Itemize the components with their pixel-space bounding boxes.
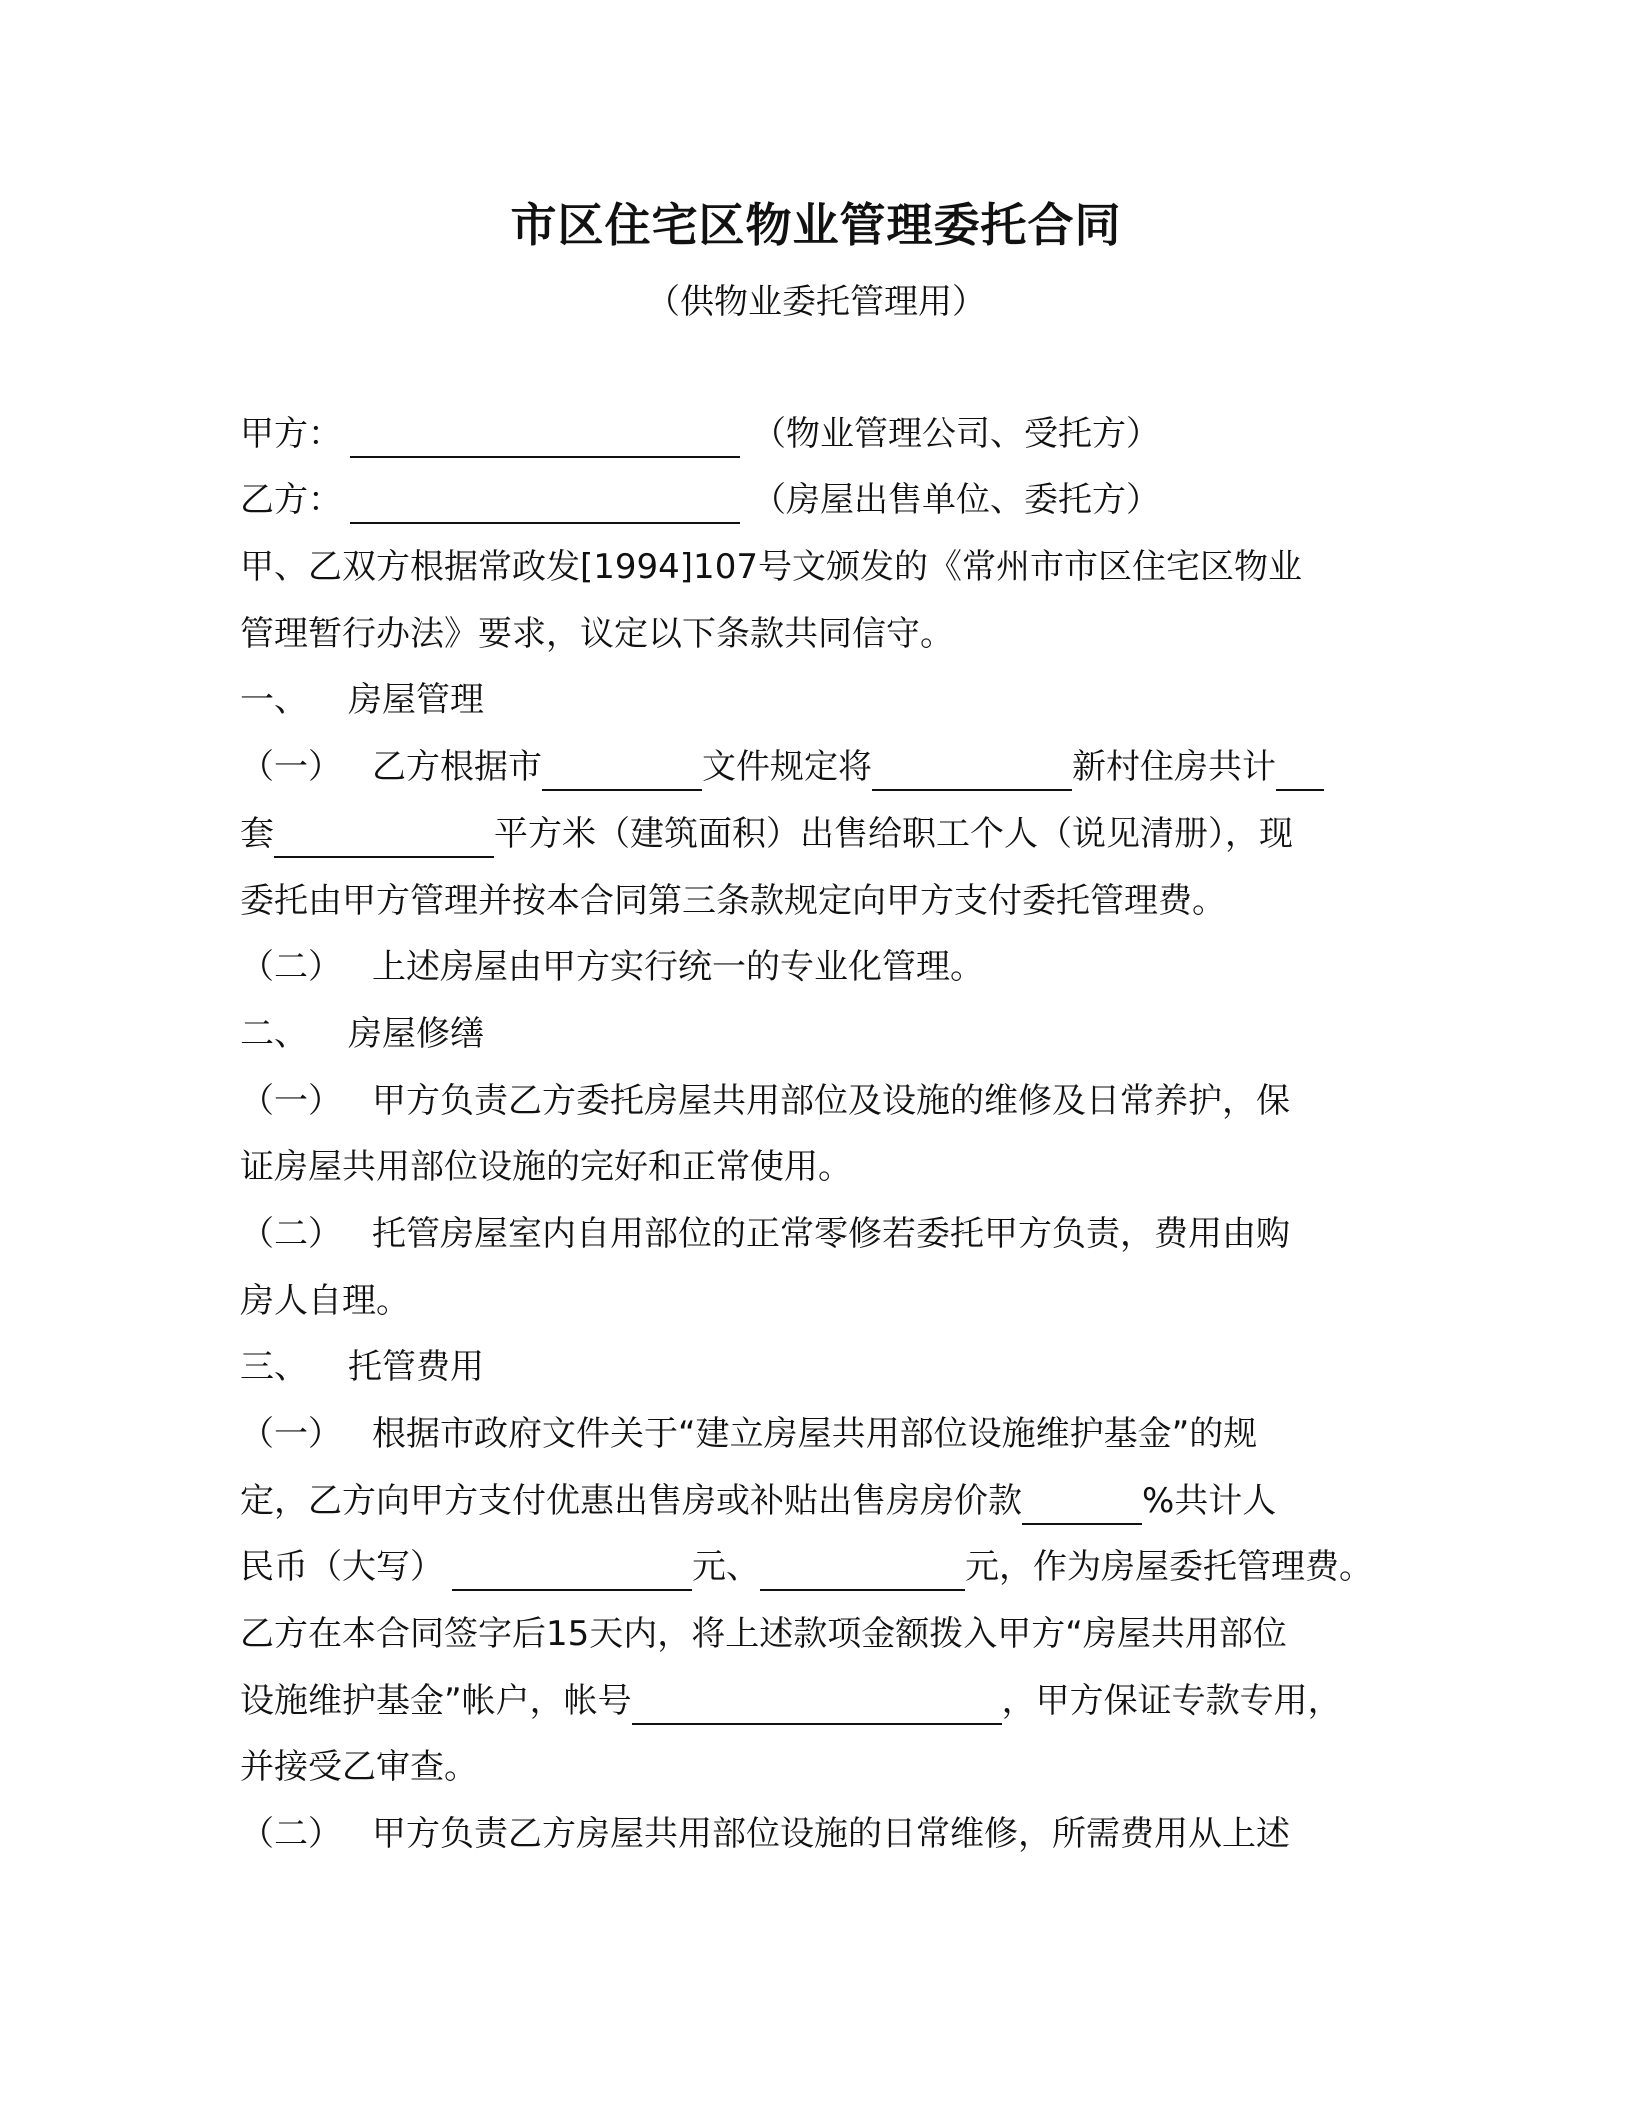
party-a-line	[240, 410, 1160, 458]
amount-in-figures-blank	[760, 1549, 965, 1591]
section-2-item-1-line-1	[240, 1077, 1290, 1125]
section-3-heading	[240, 1343, 484, 1391]
section-2-number: 二、	[240, 1014, 308, 1054]
section-3-item-1-line-4: 乙方在本合同签字后15天内，将上述款项金额拨入甲方“房屋共用部位	[240, 1614, 1287, 1654]
item-text: 元、	[692, 1547, 760, 1587]
item-text: ，甲方保证专款专用，	[1001, 1681, 1342, 1721]
item-text: 新村住房共计	[1072, 747, 1276, 787]
section-2-item-1-line-2: 证房屋共用部位设施的完好和正常使用。	[240, 1147, 852, 1187]
item-text: 根据市政府文件关于“建立房屋共用部位设施维护基金”的规	[372, 1414, 1258, 1454]
party-b-label: 乙方：	[240, 480, 342, 520]
item-text: 乙方根据市	[372, 747, 542, 787]
section-2-item-2-line-2: 房人自理。	[240, 1281, 410, 1321]
section-1-number: 一、	[240, 680, 308, 720]
item-number: （一）	[240, 1081, 342, 1121]
section-2-item-2-line-1	[240, 1210, 1290, 1258]
document-number-blank	[542, 749, 702, 791]
item-text: 元，作为房屋委托管理费。	[965, 1547, 1373, 1587]
item-text: 上述房屋由甲方实行统一的专业化管理。	[372, 947, 984, 987]
item-number: （二）	[240, 947, 342, 987]
item-number: （二）	[240, 1214, 342, 1254]
section-1-item-1-line-1	[240, 743, 1324, 791]
section-1-item-1-line-3: 委托由甲方管理并按本合同第三条款规定向甲方支付委托管理费。	[240, 881, 1226, 921]
item-text: 定，乙方向甲方支付优惠出售房或补贴出售房房价款	[240, 1481, 1022, 1521]
party-a-name-blank	[350, 416, 740, 458]
document-title: 市区住宅区物业管理委托合同	[510, 198, 1122, 252]
area-blank	[274, 816, 494, 858]
party-b-note: （房屋出售单位、委托方）	[752, 480, 1160, 520]
section-3-item-1-line-2	[240, 1477, 1276, 1525]
section-1-heading	[240, 676, 484, 724]
item-text: 设施维护基金”帐户，帐号	[240, 1681, 632, 1721]
section-2-heading	[240, 1010, 484, 1058]
section-1-title: 房屋管理	[348, 680, 484, 720]
unit-count-blank	[1276, 749, 1324, 791]
item-text: 甲方负责乙方委托房屋共用部位及设施的维修及日常养护，保	[372, 1081, 1290, 1121]
item-text: 套	[240, 814, 274, 854]
item-text: 民币（大写）	[240, 1547, 444, 1587]
account-number-blank	[632, 1683, 1002, 1725]
item-text: %共计人	[1142, 1481, 1277, 1521]
estate-name-blank	[872, 749, 1072, 791]
intro-line-1: 甲、乙双方根据常政发[1994]107号文颁发的《常州市市区住宅区物业	[240, 547, 1302, 587]
section-1-item-2	[240, 943, 984, 991]
item-number: （一）	[240, 1414, 342, 1454]
item-text: 文件规定将	[702, 747, 872, 787]
section-3-item-1-line-1	[240, 1410, 1257, 1458]
intro-line-2: 管理暂行办法》要求，议定以下条款共同信守。	[240, 614, 954, 654]
party-b-line	[240, 476, 1160, 524]
section-3-item-1-line-5	[240, 1677, 1342, 1725]
percentage-blank	[1022, 1483, 1142, 1525]
party-b-name-blank	[350, 482, 740, 524]
section-3-title: 托管费用	[348, 1347, 484, 1387]
section-1-item-1-line-2	[240, 810, 1293, 858]
party-a-label: 甲方：	[240, 414, 342, 454]
section-3-item-1-line-3	[240, 1543, 1373, 1591]
section-3-item-2-line-1	[240, 1810, 1290, 1858]
section-3-item-1-line-6: 并接受乙审查。	[240, 1747, 478, 1787]
party-a-note: （物业管理公司、受托方）	[752, 414, 1160, 454]
amount-in-words-blank	[452, 1549, 692, 1591]
item-text: 平方米（建筑面积）出售给职工个人（说见清册），现	[494, 814, 1293, 854]
document-subtitle: （供物业委托管理用）	[646, 282, 986, 322]
item-number: （二）	[240, 1814, 342, 1854]
section-3-number: 三、	[240, 1347, 308, 1387]
section-2-title: 房屋修缮	[348, 1014, 484, 1054]
item-number: （一）	[240, 747, 342, 787]
item-text: 甲方负责乙方房屋共用部位设施的日常维修，所需费用从上述	[372, 1814, 1290, 1854]
item-text: 托管房屋室内自用部位的正常零修若委托甲方负责，费用由购	[372, 1214, 1290, 1254]
